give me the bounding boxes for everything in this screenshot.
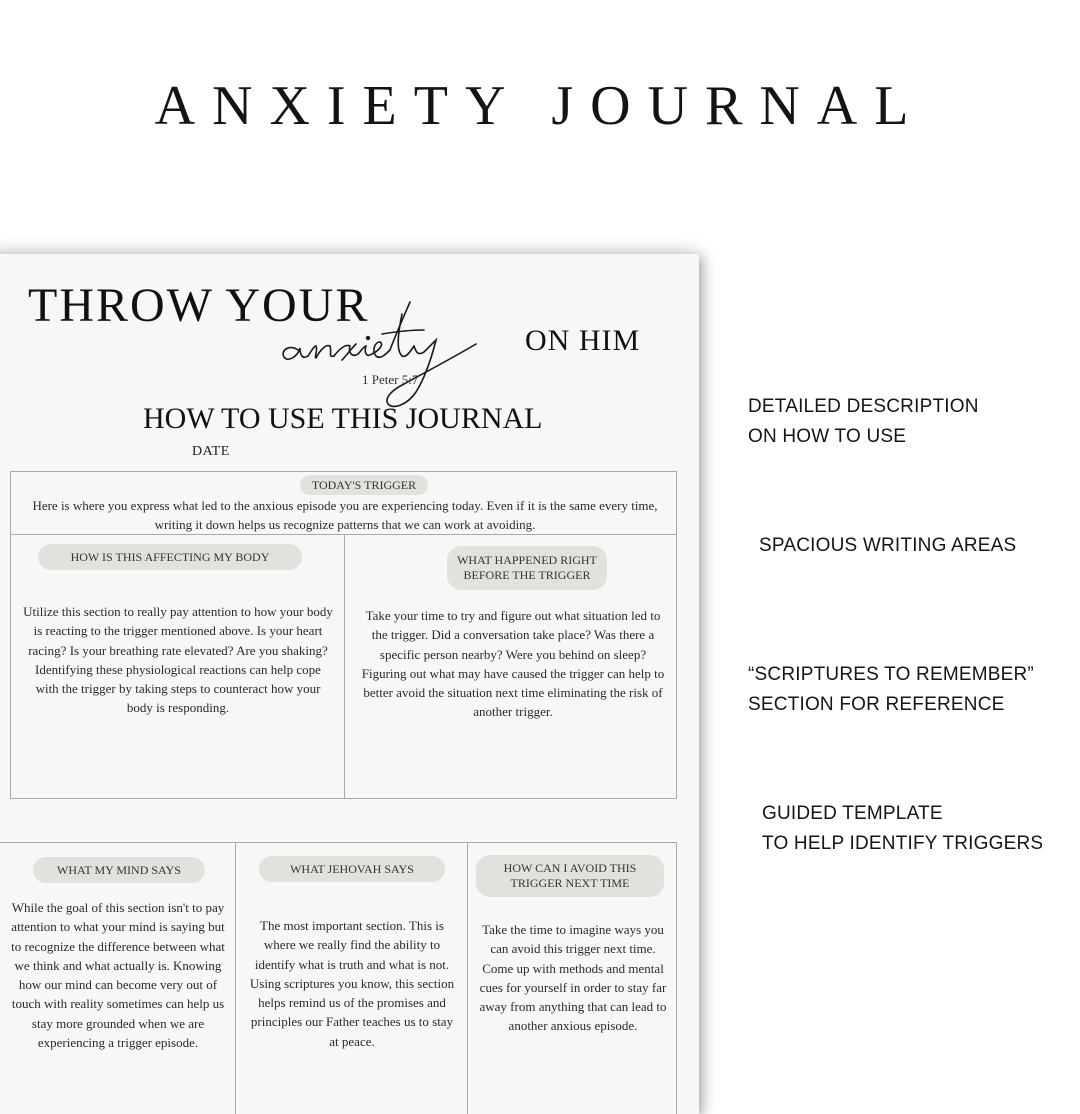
feature-spacious-writing: SPACIOUS WRITING AREAS (759, 535, 1017, 556)
mind-says-description: While the goal of this section isn't to pay attention to what your mind is saying but to recognize the difference between what we think and what actually is. Knowing how our mind can become very out of touch with reality sometimes can help us stay more grounded when we are experiencing a trigger episode. (11, 900, 225, 1051)
journal-page (0, 254, 699, 1114)
jehovah-says-description: The most important section. This is where we really find the ability to identify what is truth and what is not. Using scriptures you know, this section helps remind us of the promises and principles our Father teaches us to stay at peace. (249, 918, 455, 1049)
journal-title-on-him: ON HIM (525, 324, 641, 357)
scripture-reference: 1 Peter 5:7 (362, 372, 419, 387)
anxiety-script-title (276, 294, 526, 414)
todays-trigger-label: TODAY'S TRIGGER (300, 475, 428, 495)
before-trigger-description: Take your time to try and figure out what situation led to the trigger. Did a conversation take place? Was there a specific person nearby? Were you behind on sleep? Figuring out what may have caused the trigger can help to better avoid the situation next time eliminating the risk of another trigger. (361, 608, 665, 720)
feature-guided-template: GUIDED TEMPLATE TO HELP IDENTIFY TRIGGERS (762, 803, 1044, 854)
feature-scriptures: “SCRIPTURES TO REMEMBER” SECTION FOR REFERENCE (748, 664, 1034, 715)
body-effects-description: Utilize this section to really pay attention to how your body is reacting to the trigger mentioned above. Is your heart racing? Is your breathing rate elevated? Are you shaking? Identifying these physiological reactions can help cope with the trigger by taking steps to counteract how your body is responding. (23, 604, 333, 716)
how-to-use-heading: HOW TO USE THIS JOURNAL (143, 402, 543, 435)
jehovah-says-label: WHAT JEHOVAH SAYS (259, 856, 445, 882)
todays-trigger-description: Here is where you express what led to the anxious episode you are experiencing today. Even if it is the same every time, writing it down helps us recognize patterns that we can work at avoiding. (32, 498, 658, 533)
avoid-trigger-label: HOW CAN I AVOID THIS TRIGGER NEXT TIME (476, 855, 664, 897)
main-title: ANXIETY JOURNAL (154, 75, 926, 137)
date-label: DATE (192, 444, 230, 459)
feature-detailed-description: DETAILED DESCRIPTION ON HOW TO USE (748, 396, 979, 447)
journal-title-throw-your: THROW YOUR (28, 279, 370, 332)
before-trigger-label: WHAT HAPPENED RIGHT BEFORE THE TRIGGER (447, 546, 607, 590)
body-effects-label: HOW IS THIS AFFECTING MY BODY (38, 544, 302, 570)
avoid-trigger-description: Take the time to imagine ways you can avoid this trigger next time. Come up with methods and mental cues for yourself in order to stay far away from anything that can lead to another anxious episode. (479, 922, 667, 1034)
mind-says-label: WHAT MY MIND SAYS (33, 857, 205, 883)
